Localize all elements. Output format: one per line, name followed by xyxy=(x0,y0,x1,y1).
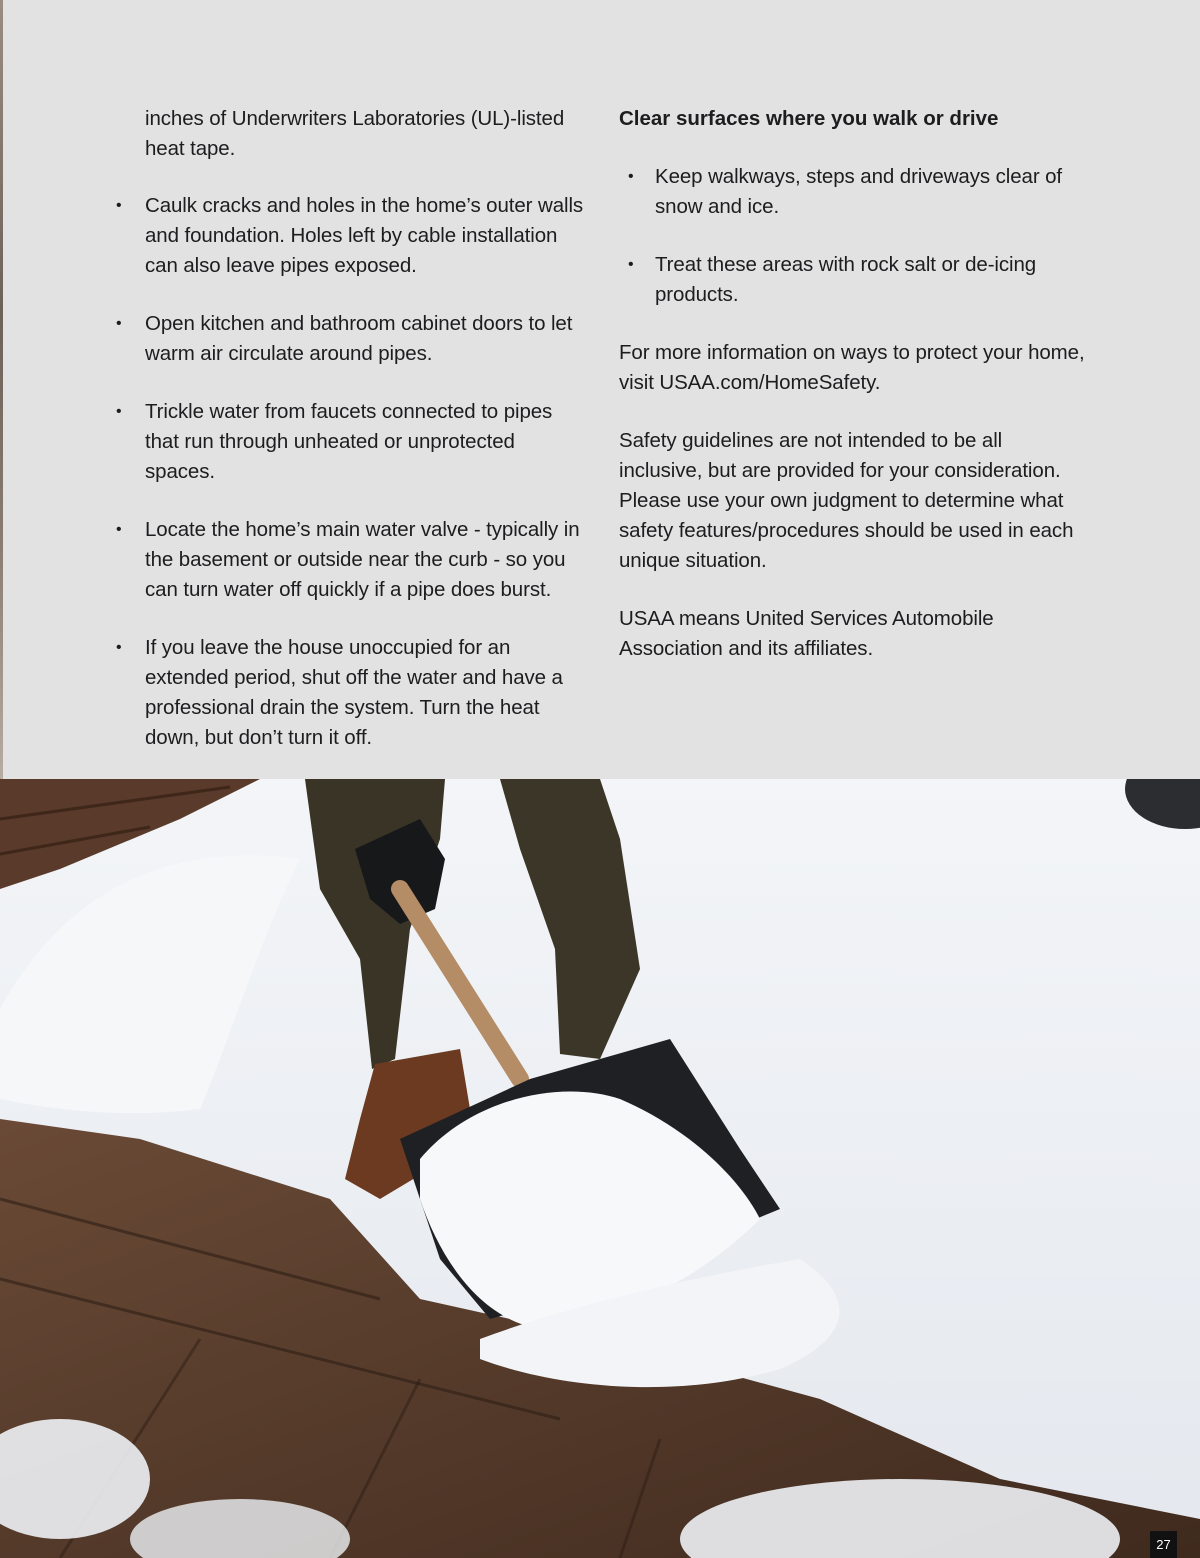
continuation-text: inches of Underwriters Laboratories (UL)-listed heat tape. xyxy=(145,107,565,160)
list-item: • Trickle water from faucets connected to pipes that run through unheated or unprotected spaces. xyxy=(110,397,590,487)
bullet-icon: • xyxy=(628,256,634,273)
left-bullet-list xyxy=(110,191,590,753)
left-column xyxy=(110,104,590,781)
page-number: 27 xyxy=(1150,1531,1177,1558)
usaa-definition-text: USAA means United Services Automobile Association and its affiliates. xyxy=(619,607,994,660)
list-item: • If you leave the house unoccupied for an extended period, shut off the water and have a professional drain the system. Turn the heat down, but don’t turn it off. xyxy=(110,633,590,753)
bullet-icon: • xyxy=(628,168,634,185)
list-item: • Open kitchen and bathroom cabinet doors to let warm air circulate around pipes. xyxy=(110,309,590,369)
right-column xyxy=(619,104,1089,692)
bullet-icon: • xyxy=(116,639,122,656)
disclaimer-text: Safety guidelines are not intended to be all inclusive, but are provided for your consideration. Please use your own judgment to determine what safety features/procedures should be used in each unique situation. xyxy=(619,429,1074,572)
list-item: • Treat these areas with rock salt or de-icing products. xyxy=(619,250,1089,310)
more-info-text: For more information on ways to protect your home, visit USAA.com/HomeSafety. xyxy=(619,341,1085,394)
snow-shoveling-illustration xyxy=(0,779,1200,1558)
snow-shoveling-photo xyxy=(0,779,1200,1558)
bullet-icon: • xyxy=(116,315,122,332)
right-bullet-list xyxy=(619,162,1089,310)
section-heading: Clear surfaces where you walk or drive xyxy=(619,107,999,130)
list-item: • Caulk cracks and holes in the home’s outer walls and foundation. Holes left by cable installation can also leave pipes exposed. xyxy=(110,191,590,281)
bullet-icon: • xyxy=(116,197,122,214)
bullet-icon: • xyxy=(116,521,122,538)
list-item: • Keep walkways, steps and driveways clear of snow and ice. xyxy=(619,162,1089,222)
bullet-icon: • xyxy=(116,403,122,420)
list-item: • Locate the home’s main water valve - typically in the basement or outside near the curb - so you can turn water off quickly if a pipe does burst. xyxy=(110,515,590,605)
